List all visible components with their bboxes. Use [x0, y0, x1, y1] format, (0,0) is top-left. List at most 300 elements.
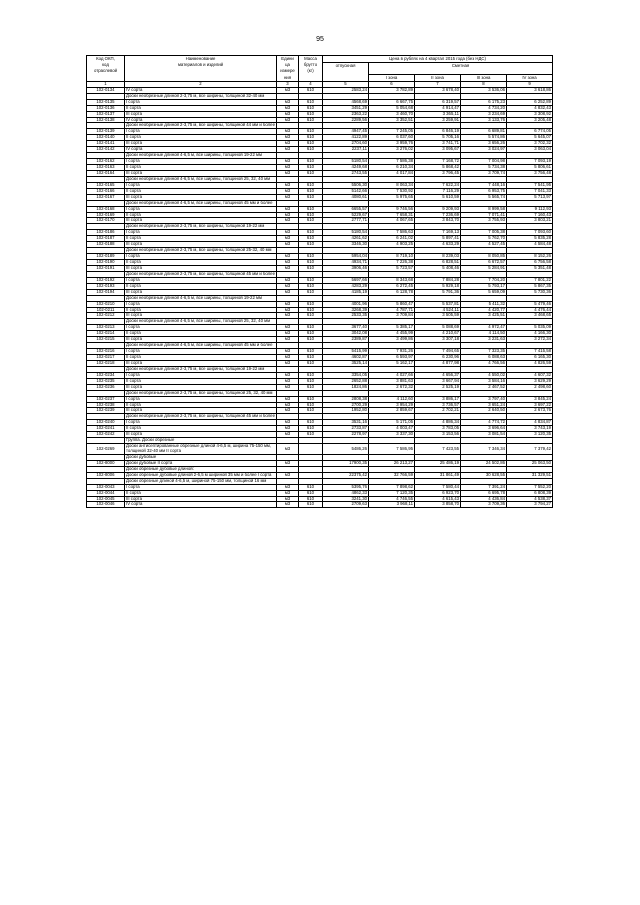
price-table — [86, 55, 553, 508]
zone3-price-cell: 3 709,36 — [461, 502, 507, 508]
release-price-cell: 2777,71 — [323, 218, 369, 224]
header-unit-line: измере — [280, 68, 295, 74]
unit-cell: м3 — [277, 230, 299, 236]
release-price-cell: 2808,38 — [323, 396, 369, 402]
unit-cell: м3 — [277, 111, 299, 117]
table-row — [87, 444, 553, 455]
release-price-cell: 3268,39 — [323, 307, 369, 313]
unit-cell: м3 — [277, 206, 299, 212]
zone4-price-cell: 3 756,48 — [507, 170, 553, 176]
zone3-price-cell: 3 234,69 — [461, 111, 507, 117]
zone3-price-cell: 7 448,16 — [461, 182, 507, 188]
name-cell: II сорта — [125, 236, 277, 242]
zone3-price-cell: 8 050,85 — [461, 254, 507, 260]
name-cell: I сорта — [125, 159, 277, 165]
name-cell: Доски необрезные длиной 2-3,75 м, все ширины, толщиной 45 мм и более — [126, 413, 275, 419]
name-cell: II сорта — [125, 260, 277, 266]
release-price-cell: 2709,63 — [323, 502, 369, 508]
zone1-price-cell: 5 171,05 — [369, 420, 415, 426]
unit-cell: м3 — [277, 283, 299, 289]
code-cell: 102-0168 — [87, 206, 125, 212]
header-release-price: отпускная — [323, 63, 369, 82]
code-cell: 102-0167 — [87, 194, 125, 200]
zone4-price-cell: 7 801,22 — [507, 277, 553, 283]
code-cell: 102-0238 — [87, 402, 125, 408]
release-price-cell: 2289,56 — [323, 117, 369, 123]
zone1-price-cell: 6 241,02 — [369, 236, 415, 242]
code-cell: 102-0044 — [87, 490, 125, 496]
release-price-cell: 3451,29 — [323, 105, 369, 111]
name-cell: III сорта — [125, 313, 277, 319]
zone4-price-cell: 3 272,34 — [507, 337, 553, 343]
zone4-price-cell: 9 112,93 — [507, 206, 553, 212]
zone1-price-cell: 5 860,47 — [369, 301, 415, 307]
header-name — [125, 56, 277, 82]
header-mass-line: Масса — [304, 56, 317, 61]
name-cell: Доски необрезные длиной 4-6,5 м, все ширины, толщиной 45 мм и более — [125, 200, 277, 206]
name-cell: IV сорта — [125, 87, 277, 93]
unit-cell: м3 — [277, 117, 299, 123]
zone3-price-cell: 24 502,86 — [461, 460, 507, 466]
header-estimate-price: Сметная — [369, 63, 553, 74]
zone1-price-cell: 2 859,67 — [369, 408, 415, 414]
name-cell: Доски обрезные дубовые длиной 2-6,5 м шириной 35 мм и более I сорта — [125, 472, 277, 478]
zone2-price-cell: 3 843,70 — [415, 218, 461, 224]
unit-cell: м3 — [277, 360, 299, 366]
zone1-price-cell: 3 499,86 — [369, 337, 415, 343]
zone4-price-cell: 2 498,60 — [507, 384, 553, 390]
zone2-price-cell: 3 736,57 — [415, 402, 461, 408]
release-price-cell: 4934,71 — [323, 260, 369, 266]
unit-cell: м3 — [277, 420, 299, 426]
zone1-price-cell: 26 213,27 — [369, 460, 415, 466]
name-cell: II сорта — [125, 212, 277, 218]
zone1-price-cell: 6 593,97 — [369, 355, 415, 361]
unit-cell: м3 — [277, 212, 299, 218]
code-cell: 102-0163 — [87, 165, 125, 171]
unit-cell: м3 — [277, 188, 299, 194]
release-price-cell: 4947,45 — [323, 129, 369, 135]
mass-cell: 610 — [299, 408, 323, 414]
name-cell: II сорта — [125, 331, 277, 337]
code-cell: 102-0140 — [87, 135, 125, 141]
zone3-price-cell: 3 584,16 — [461, 378, 507, 384]
zone3-price-cell: 2 640,50 — [461, 408, 507, 414]
zone3-price-cell: 3 656,26 — [461, 141, 507, 147]
mass-cell: 610 — [299, 484, 323, 490]
mass-cell: 610 — [299, 502, 323, 508]
zone2-price-cell: 5 897,41 — [415, 236, 461, 242]
zone3-price-cell: 2 467,52 — [461, 384, 507, 390]
zone4-price-cell: 3 120,35 — [507, 432, 553, 438]
name-cell: Доски необрезные длиной 4-6,5 м, все ширины, толщиной 25, 32, 40 мм — [125, 319, 277, 325]
header-mass — [299, 56, 323, 82]
zone2-price-cell: 5 537,81 — [415, 301, 461, 307]
zone1-price-cell: 3 881,63 — [369, 378, 415, 384]
name-cell: II сорта — [125, 135, 277, 141]
zone1-price-cell: 7 658,31 — [369, 212, 415, 218]
zone4-price-cell: 7 093,60 — [507, 230, 553, 236]
mass-cell: 610 — [299, 194, 323, 200]
zone1-price-cell: 6 128,78 — [369, 289, 415, 295]
zone2-price-cell: 7 580,44 — [415, 484, 461, 490]
name-cell: I сорта — [125, 484, 277, 490]
name-cell: Доски необрезные длиной 2-3,75 м, все ширины, толщиной 19-22 мм — [125, 366, 277, 372]
release-price-cell: 5415,99 — [323, 349, 369, 355]
name-cell: Доски дубовые — [125, 454, 277, 460]
table-header — [87, 56, 553, 88]
zone3-price-cell: 4 420,77 — [461, 307, 507, 313]
code-cell: 102-0217 — [87, 355, 125, 361]
zone3-price-cell: 7 071,41 — [461, 212, 507, 218]
mass-cell: 610 — [299, 420, 323, 426]
mass-cell: 610 — [299, 230, 323, 236]
unit-cell: м3 — [277, 260, 299, 266]
zone2-price-cell: 3 796,45 — [415, 170, 461, 176]
unit-cell: м3 — [277, 496, 299, 502]
name-cell: I сорта — [125, 420, 277, 426]
zone3-price-cell: 8 999,58 — [461, 206, 507, 212]
zone1-price-cell: 4 787,71 — [369, 307, 415, 313]
zone4-price-cell: 3 205,48 — [507, 117, 553, 123]
code-cell: 102-0237 — [87, 396, 125, 402]
code-cell: 102-0214 — [87, 331, 125, 337]
release-price-cell: 2278,97 — [323, 432, 369, 438]
code-cell: 102-0138 — [87, 117, 125, 123]
name-cell: I сорта — [125, 372, 277, 378]
code-cell: 102-0169 — [87, 212, 125, 218]
name-cell: Доски дубовые II сорта — [125, 460, 277, 466]
unit-cell: м3 — [277, 147, 299, 153]
zone2-price-cell: 3 365,11 — [415, 111, 461, 117]
zone2-price-cell: 2 525,19 — [415, 384, 461, 390]
name-cell: I сорта — [125, 325, 277, 331]
zone4-price-cell: 3 743,19 — [507, 426, 553, 432]
name-cell: III сорта — [125, 360, 277, 366]
zone1-price-cell: 3 959,76 — [369, 141, 415, 147]
name-cell: II сорта — [125, 378, 277, 384]
mass-cell: 610 — [299, 260, 323, 266]
zone4-price-cell: 25 063,50 — [507, 460, 553, 466]
zone3-price-cell: 3 755,93 — [461, 218, 507, 224]
release-price-cell: 2389,87 — [323, 337, 369, 343]
name-cell: IV сорта — [125, 502, 277, 508]
mass-cell: 610 — [299, 384, 323, 390]
mass-cell: 610 — [299, 349, 323, 355]
unit-cell: м3 — [277, 99, 299, 105]
zone2-price-cell: 3 095,67 — [415, 147, 461, 153]
mass-cell: 610 — [299, 402, 323, 408]
release-price-cell: 2743,55 — [323, 170, 369, 176]
zone3-price-cell: 3 425,51 — [461, 313, 507, 319]
zone4-price-cell: 5 479,46 — [507, 301, 553, 307]
zone4-price-cell: 3 308,92 — [507, 111, 553, 117]
unit-cell: м3 — [277, 331, 299, 337]
zone4-price-cell: 3 794,27 — [507, 502, 553, 508]
zone1-price-cell: 7 226,38 — [369, 260, 415, 266]
zone1-price-cell: 32 766,59 — [369, 472, 415, 478]
code-cell: 102-0187 — [87, 236, 125, 242]
release-price-cell: 3346,30 — [323, 242, 369, 248]
zone1-price-cell: 6 272,45 — [369, 283, 415, 289]
mass-cell: 610 — [299, 129, 323, 135]
header-name-line: Наименование — [185, 56, 216, 61]
release-price-cell: 4261,62 — [323, 236, 369, 242]
name-cell: Доски необрезные длиной 2-3,75 м, все ширины, толщиной 25, 32, 40 мм — [125, 390, 277, 396]
name-cell: I сорта — [125, 230, 277, 236]
zone1-price-cell: 7 898,62 — [369, 484, 415, 490]
zone1-price-cell: 3 954,29 — [369, 402, 415, 408]
release-price-cell: 4185,19 — [323, 289, 369, 295]
release-price-cell: 5954,04 — [323, 254, 369, 260]
name-cell: I сорта — [125, 99, 277, 105]
zone2-price-cell: 3 886,17 — [415, 396, 461, 402]
zone4-price-cell: 5 835,28 — [507, 236, 553, 242]
release-price-cell: 2583,24 — [323, 87, 369, 93]
unit-cell: м3 — [277, 87, 299, 93]
header-zone-2: II зона — [415, 74, 461, 81]
unit-cell: м3 — [277, 289, 299, 295]
zone2-price-cell: 7 168,72 — [415, 159, 461, 165]
zone1-price-cell: 7 530,92 — [369, 188, 415, 194]
name-cell: II сорта — [125, 105, 277, 111]
name-cell: II сорта — [125, 188, 277, 194]
zone3-price-cell: 3 024,97 — [461, 147, 507, 153]
zone2-price-cell: 31 861,49 — [415, 472, 461, 478]
header-code-line: код — [102, 62, 109, 68]
zone1-price-cell: 5 975,65 — [369, 194, 415, 200]
release-price-cell: 4080,61 — [323, 194, 369, 200]
column-number: 6 — [369, 81, 415, 87]
zone3-price-cell: 3 081,54 — [461, 432, 507, 438]
zone3-price-cell: 4 436,84 — [461, 496, 507, 502]
zone2-price-cell: 3 153,56 — [415, 432, 461, 438]
header-mass-line: (кг) — [307, 68, 314, 74]
code-cell: 102-0142 — [87, 147, 125, 153]
mass-cell: 610 — [299, 355, 323, 361]
zone1-price-cell: 4 746,55 — [369, 496, 415, 502]
unit-cell: м3 — [277, 337, 299, 343]
release-price-cell: 3677,40 — [323, 325, 369, 331]
name-cell: I сорта — [125, 349, 277, 355]
name-cell: I сорта — [125, 129, 277, 135]
release-price-cell: 5486,26 — [323, 444, 369, 455]
zone2-price-cell: 4 877,98 — [415, 360, 461, 366]
mass-cell: 610 — [299, 283, 323, 289]
mass-cell: 610 — [299, 242, 323, 248]
zone3-price-cell: 7 704,20 — [461, 277, 507, 283]
code-cell: 102-0218 — [87, 360, 125, 366]
code-cell: 102-0212 — [87, 313, 125, 319]
mass-cell: 610 — [299, 313, 323, 319]
zone2-price-cell: 6 230,96 — [415, 355, 461, 361]
mass-cell: 610 — [299, 289, 323, 295]
column-number: 1 — [87, 81, 125, 87]
zone1-price-cell: 4 027,66 — [369, 372, 415, 378]
name-cell: III сорта — [125, 242, 277, 248]
name-cell: III сорта — [125, 384, 277, 390]
code-cell: 102-0269 — [87, 444, 125, 455]
name-cell: Доски антисептированные обрезные длиной 4-6,5 м, ширина 75-150 мм, толщиной 32-40 мм II сорта — [125, 444, 277, 455]
zone1-price-cell: 4 067,65 — [369, 218, 415, 224]
code-cell: 102-0162 — [87, 159, 125, 165]
name-cell: Группа. Доски обрезные — [125, 438, 277, 444]
unit-cell: м3 — [277, 490, 299, 496]
zone3-price-cell: 6 689,81 — [461, 129, 507, 135]
zone1-price-cell: 4 017,84 — [369, 170, 415, 176]
mass-cell: 610 — [299, 87, 323, 93]
mass-cell: 610 — [299, 378, 323, 384]
code-cell: 102-0046 — [87, 502, 125, 508]
zone1-price-cell: 4 112,60 — [369, 396, 415, 402]
name-cell: II сорта — [125, 165, 277, 171]
code-cell: 102-0242 — [87, 432, 125, 438]
name-cell: II сорта — [125, 307, 277, 313]
name-cell: Доски необрезные длиной 4-6,5 м, все ширины, толщиной 45 мм и более — [125, 343, 277, 349]
release-price-cell: 2733,87 — [323, 426, 369, 432]
name-cell: I сорта — [125, 182, 277, 188]
code-cell: 102-0234 — [87, 372, 125, 378]
zone1-price-cell: 6 667,75 — [369, 99, 415, 105]
release-price-cell: 5142,66 — [323, 188, 369, 194]
header-unit-line: Едини — [281, 56, 294, 61]
release-price-cell: 3042,08 — [323, 331, 369, 337]
zone1-price-cell: 7 586,38 — [369, 159, 415, 165]
zone2-price-cell: 4 886,34 — [415, 420, 461, 426]
mass-cell: 610 — [299, 236, 323, 242]
code-cell: 102-0235 — [87, 378, 125, 384]
name-cell: III сорта — [125, 289, 277, 295]
zone2-price-cell: 7 169,13 — [415, 230, 461, 236]
name-cell: II сорта — [125, 355, 277, 361]
mass-cell: 610 — [299, 206, 323, 212]
zone1-price-cell: 3 709,84 — [369, 313, 415, 319]
mass-cell — [299, 444, 323, 455]
release-price-cell: 4568,69 — [323, 99, 369, 105]
unit-cell: м3 — [277, 472, 299, 478]
table-row — [87, 502, 553, 508]
zone3-price-cell: 4 734,20 — [461, 105, 507, 111]
unit-cell: м3 — [277, 484, 299, 490]
release-price-cell: 1952,80 — [323, 408, 369, 414]
unit-cell: м3 — [277, 372, 299, 378]
mass-cell: 610 — [299, 372, 323, 378]
zone4-price-cell: 5 806,61 — [507, 165, 553, 171]
zone1-price-cell: 7 931,26 — [369, 349, 415, 355]
zone3-price-cell: 7 004,98 — [461, 159, 507, 165]
unit-cell: м3 — [277, 313, 299, 319]
zone3-price-cell: 7 391,24 — [461, 484, 507, 490]
zone4-price-cell: 7 160,43 — [507, 212, 553, 218]
unit-cell: м3 — [277, 218, 299, 224]
unit-cell: м3 — [277, 159, 299, 165]
release-price-cell: 3525,14 — [323, 360, 369, 366]
release-price-cell: 5180,54 — [323, 230, 369, 236]
zone3-price-cell: 5 574,86 — [461, 135, 507, 141]
release-price-cell: 1824,86 — [323, 384, 369, 390]
column-number: 9 — [507, 81, 553, 87]
zone1-price-cell: 3 352,51 — [369, 117, 415, 123]
zone1-price-cell: 3 968,11 — [369, 502, 415, 508]
code-cell: 102-0045 — [87, 496, 125, 502]
unit-cell: м3 — [277, 396, 299, 402]
zone2-price-cell: 5 610,59 — [415, 194, 461, 200]
release-price-cell: 3906,46 — [323, 265, 369, 271]
unit-cell: м3 — [277, 301, 299, 307]
zone4-price-cell: 3 803,21 — [507, 218, 553, 224]
code-cell: 102-0165 — [87, 182, 125, 188]
code-cell: 102-0194 — [87, 289, 125, 295]
code-cell: 102-0216 — [87, 349, 125, 355]
name-cell: III сорта — [125, 496, 277, 502]
zone3-price-cell: 4 774,72 — [461, 420, 507, 426]
zone2-price-cell: 7 423,55 — [415, 444, 461, 455]
release-price-cell: 5395,76 — [323, 484, 369, 490]
release-price-cell: 2533,35 — [323, 313, 369, 319]
name-cell: Доски необрезные длиной 4-6,5 м, все ширины, толщиной 19-22 мм — [125, 153, 277, 159]
mass-cell: 610 — [299, 307, 323, 313]
header-code — [87, 56, 125, 82]
header-zone-1: I зона — [369, 74, 415, 81]
mass-cell: 610 — [299, 165, 323, 171]
zone2-price-cell: 4 524,11 — [415, 307, 461, 313]
release-price-cell: 5180,54 — [323, 159, 369, 165]
code-cell: 102-0139 — [87, 129, 125, 135]
zone2-price-cell: 5 088,69 — [415, 325, 461, 331]
unit-cell: м3 — [277, 432, 299, 438]
zone1-price-cell: 3 337,30 — [369, 432, 415, 438]
zone3-price-cell: 4 114,50 — [461, 331, 507, 337]
unit-cell: м3 — [277, 444, 299, 455]
zone3-price-cell: 6 088,63 — [461, 355, 507, 361]
zone3-price-cell: 7 323,35 — [461, 349, 507, 355]
release-price-cell: 2363,22 — [323, 111, 369, 117]
release-price-cell: 4122,89 — [323, 135, 369, 141]
unit-cell: м3 — [277, 307, 299, 313]
zone4-price-cell: 3 629,29 — [507, 378, 553, 384]
code-cell: 102-0043 — [87, 484, 125, 490]
unit-cell: м3 — [277, 265, 299, 271]
name-cell: III сорта — [125, 194, 277, 200]
unit-cell: м3 — [277, 182, 299, 188]
zone2-price-cell: 25 486,19 — [415, 460, 461, 466]
unit-cell: м3 — [277, 355, 299, 361]
header-mass-line: брутто — [303, 62, 318, 68]
column-number: 7 — [415, 81, 461, 87]
mass-cell: 610 — [299, 218, 323, 224]
code-cell: 102-0191 — [87, 265, 125, 271]
unit-cell: м3 — [277, 402, 299, 408]
name-cell: III сорта — [125, 218, 277, 224]
name-cell: I сорта — [125, 206, 277, 212]
name-cell: II сорта — [125, 426, 277, 432]
unit-cell: м3 — [277, 170, 299, 176]
mass-cell: 610 — [299, 147, 323, 153]
name-cell: Доски обрезные длиной 4-6,5 м, шириной 75-150 мм, толщиной 16 мм — [125, 478, 277, 484]
release-price-cell: 2700,29 — [323, 402, 369, 408]
zone3-price-cell: 4 527,45 — [461, 242, 507, 248]
unit-cell: м3 — [277, 105, 299, 111]
name-cell: Доски необрезные длиной 2-3,75 м, все ширины, толщиной 45 мм и более — [126, 271, 275, 276]
code-cell: 102-0241 — [87, 426, 125, 432]
zone4-price-cell: 3 697,22 — [507, 402, 553, 408]
zone2-price-cell: 3 505,59 — [415, 313, 461, 319]
code-cell: 102-0190 — [87, 260, 125, 266]
code-cell: 102-8000 — [87, 460, 125, 466]
header-zone-3: III зона — [461, 74, 507, 81]
unit-cell: м3 — [277, 460, 299, 466]
table-body — [87, 87, 553, 508]
